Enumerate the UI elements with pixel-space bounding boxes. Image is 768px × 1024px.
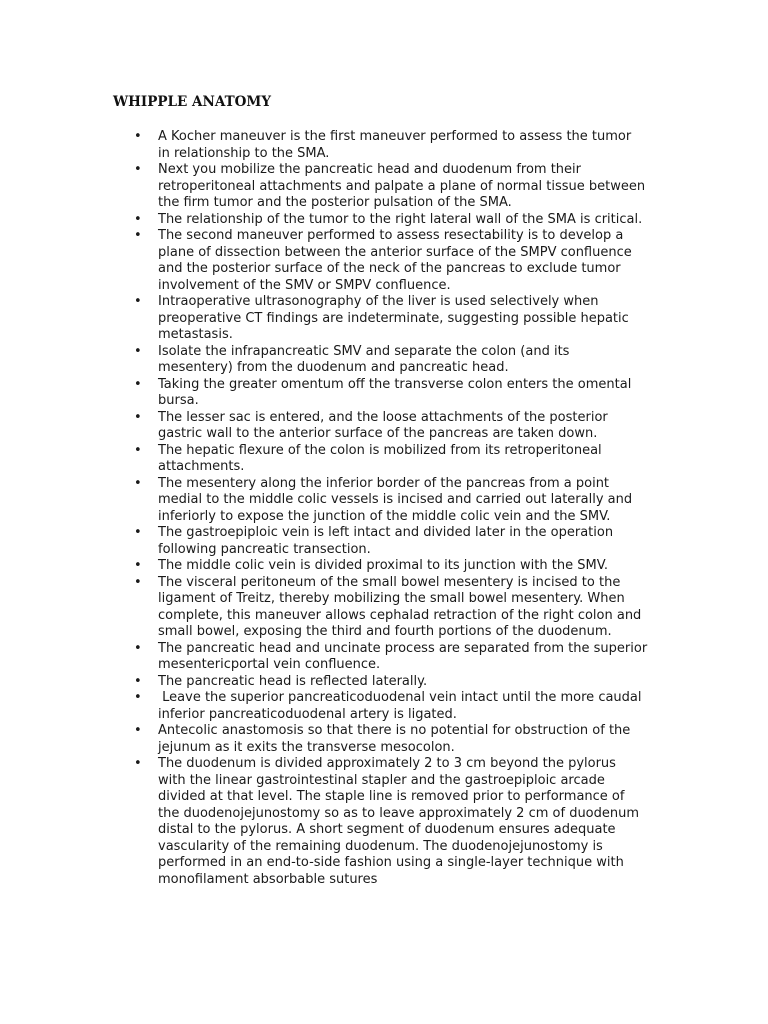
bullet-icon: • — [134, 756, 142, 771]
list-item-text: A Kocher maneuver is the first maneuver performed to assess the tumor in relationship to the SMA. — [158, 129, 632, 161]
bullet-icon: • — [134, 673, 142, 689]
list-item — [0, 674, 658, 691]
bullet-icon: • — [134, 574, 142, 590]
list-item-text: Intraoperative ultrasonography of the liver is used selectively when preoperative CT findings are indeterminate, suggesting possible hepatic metastasis. — [158, 294, 629, 342]
bullet-icon: • — [134, 558, 142, 573]
list-item-text: The second maneuver performed to assess resectability is to develop a plane of dissection between the anterior surface of the SMPV confluence and the posterior surface of the neck of the pancreas to exclude tumor involvement of the SMV or SMPV confluence. — [158, 228, 632, 293]
list-item — [0, 129, 658, 162]
bullet-icon: • — [134, 409, 142, 425]
list-item — [0, 212, 658, 229]
bullet-icon: • — [134, 640, 142, 656]
list-item — [0, 690, 658, 723]
list-item-text: The pancreatic head and uncinate process are separated from the superior mesentericportal vein confluence. — [158, 640, 648, 672]
list-item-text: The lesser sac is entered, and the loose attachments of the posterior gastric wall to the anterior surface of the pancreas are taken down. — [158, 409, 608, 441]
list-item-text: The mesentery along the inferior border of the pancreas from a point medial to the middle colic vessels is incised and carried out laterally and inferiorly to expose the junction of the middle colic vein and the SMV. — [158, 475, 633, 524]
list-item-text: The gastroepiploic vein is left intact and divided later in the operation following pancreatic transection. — [158, 525, 614, 557]
list-item — [0, 377, 658, 410]
list-item-text: The relationship of the tumor to the right lateral wall of the SMA is critical. — [158, 211, 643, 227]
bullet-icon: • — [134, 723, 142, 738]
list-item — [0, 294, 658, 344]
document-title: WHIPPLE ANATOMY — [113, 94, 271, 110]
list-item — [0, 723, 658, 756]
list-item-text: Taking the greater omentum off the transverse colon enters the omental bursa. — [158, 376, 632, 408]
list-item — [0, 162, 658, 212]
list-item-text: The visceral peritoneum of the small bowel mesentery is incised to the ligament of Treitz, thereby mobilizing the small bowel mesentery. When complete, this maneuver allows cephalad retraction of the right colon and small bowel, exposing the third and fourth portions of the duodenum. — [158, 574, 642, 639]
list-item — [0, 641, 658, 674]
list-item — [0, 756, 658, 888]
list-item-text: Next you mobilize the pancreatic head and duodenum from their retroperitoneal attachments and palpate a plane of normal tissue between the firm tumor and the posterior pulsation of the SMA. — [158, 162, 646, 210]
bullet-icon: • — [134, 162, 142, 177]
list-item — [0, 443, 658, 476]
bullet-icon: • — [134, 442, 142, 458]
list-item — [0, 410, 658, 443]
bullet-icon: • — [134, 294, 142, 309]
bullet-icon: • — [134, 129, 142, 144]
list-item — [0, 228, 658, 294]
list-item — [0, 558, 658, 575]
list-item-text: Isolate the infrapancreatic SMV and separate the colon (and its mesentery) from the duodenum and pancreatic head. — [158, 343, 570, 375]
list-item-text: Antecolic anastomosis so that there is no potential for obstruction of the jejunum as it exits the transverse mesocolon. — [158, 723, 631, 755]
bullet-icon: • — [134, 690, 142, 705]
list-item — [0, 525, 658, 558]
list-item — [0, 344, 658, 377]
bullet-list — [0, 129, 768, 888]
bullet-icon: • — [134, 475, 142, 491]
bullet-icon: • — [134, 228, 142, 243]
bullet-icon: • — [134, 343, 142, 359]
bullet-icon: • — [134, 376, 142, 392]
list-item-text: The duodenum is divided approximately 2 to 3 cm beyond the pylorus with the linear gastrointestinal stapler and the gastroepiploic arcade divided at that level. The staple line is removed prior to performance of the duodenojejunostomy so as to leave approximately 2 cm of duodenum distal to the pylorus. A short segment of duodenum ensures adequate vascularity of the remaining duodenum. The duodenojejunostomy is performed in an end-to-side fashion using a single-layer technique with monofilament absorbable sutures — [158, 756, 640, 887]
bullet-icon: • — [134, 211, 142, 227]
list-item-text: The pancreatic head is reflected laterally. — [158, 673, 428, 689]
list-item-text: The middle colic vein is divided proximal to its junction with the SMV. — [158, 558, 609, 573]
list-item-text: Leave the superior pancreaticoduodenal vein intact until the more caudal inferior pancreaticoduodenal artery is ligated. — [158, 690, 642, 722]
list-item — [0, 575, 658, 641]
bullet-icon: • — [134, 525, 142, 540]
list-item-text: The hepatic flexure of the colon is mobilized from its retroperitoneal attachments. — [158, 442, 602, 474]
list-item — [0, 476, 658, 526]
